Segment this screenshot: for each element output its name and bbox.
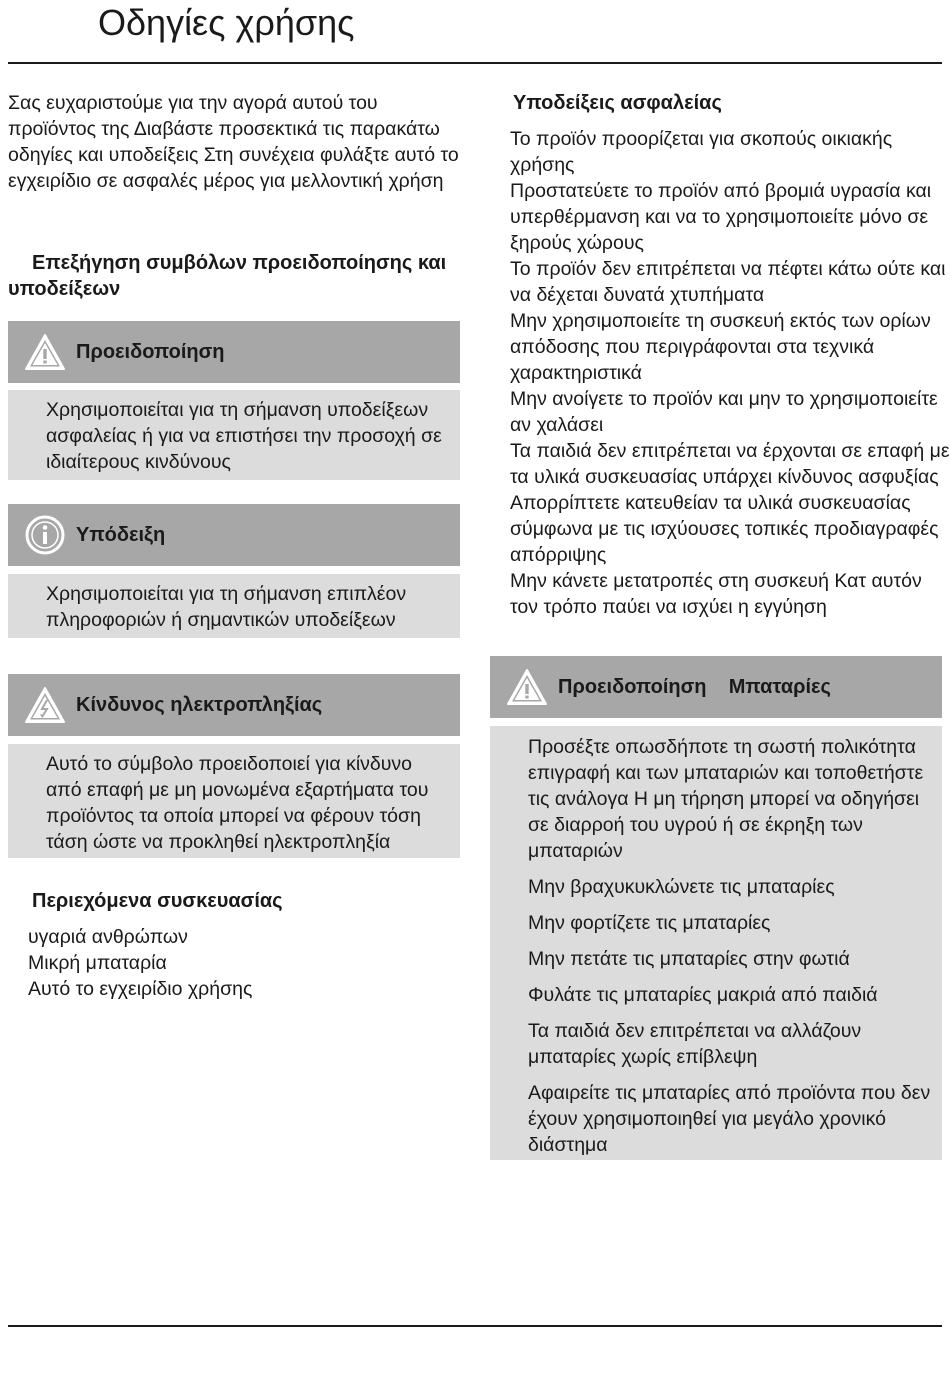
list-item: Προστατεύετε το προϊόν από βρομιά υγρασία και υπερθέρμανση και να το χρησιμοποιείτε μόνο σε ξηρούς χώρους [510,180,932,254]
list-item: Μικρή μπαταρία [28,952,167,974]
note-box-header [8,504,460,566]
warning-triangle-icon [22,329,68,375]
list-item: Αφαιρείτε τις μπαταρίες από προϊόντα που δεν έχουν χρησιμοποιηθεί για μεγάλο χρονικό διάστημα [528,1082,931,1156]
symbols-heading: Επεξήγηση συμβόλων προειδοποίησης και υποδείξεων [8,252,447,300]
list-item: Απορρίπτετε κατευθείαν τα υλικά συσκευασίας σύμφωνα με τις ισχύουσες τοπικές προδιαγραφές απόρριψης [510,492,939,566]
header-rule [8,62,942,64]
list-item: Τα παιδιά δεν επιτρέπεται να έρχονται σε επαφή με τα υλικά συσκευασίας υπάρχει κίνδυνος ασφυξίας [510,440,950,488]
list-item: υγαριά ανθρώπων [28,926,188,948]
warning-label: Προειδοποίηση [76,340,225,363]
safety-list [510,126,950,620]
note-label: Υπόδειξη [76,523,166,546]
list-item: Μην πετάτε τις μπαταρίες στην φωτιά [528,948,850,970]
intro-paragraph: Σας ευχαριστούμε για την αγορά αυτού του προϊόντος της Διαβάστε προσεκτικά τις παρακάτω οδηγίες και υποδείξεις Στη συνέχεια φυλάξτε αυτό το εγχειρίδιο σε ασφαλές μέρος για μελλοντική χρήση [8,92,459,192]
contents-list [28,924,252,1002]
warning-box-body [8,390,460,480]
warning-box-header [8,321,460,383]
shock-text: Αυτό το σύμβολο προειδοποιεί για κίνδυνο από επαφή με μη μονωμένα εξαρτήματα του προϊόντος τα οποία μπορεί να φέρουν τόση τάση ώστε να προκληθεί ηλεκτροπληξία [46,753,429,853]
shock-label: Κίνδυνος ηλεκτροπληξίας [76,693,323,716]
contents-heading: Περιεχόμενα συσκευασίας [32,890,283,912]
list-item: Μην βραχυκυκλώνετε τις μπαταρίες [528,876,835,898]
list-item: Μην κάνετε μετατροπές στη συσκευή Κατ αυτόν τον τρόπο παύει να ισχύει η εγγύηση [510,570,922,618]
battery-box-header [490,656,942,718]
list-item: Αυτό το εγχειρίδιο χρήσης [28,978,253,1000]
list-item: Μην ανοίγετε το προϊόν και μην το χρησιμοποιείτε αν χαλάσει [510,388,938,436]
battery-box-body [490,726,942,1160]
shock-box-header [8,674,460,736]
list-item: Φυλάτε τις μπαταρίες μακριά από παιδιά [528,984,878,1006]
list-item: Το προϊόν προορίζεται για σκοπούς οικιακής χρήσης [510,128,893,176]
battery-list [528,734,932,1158]
page-title: Οδηγίες χρήσης [98,2,355,43]
list-item: Μην φορτίζετε τις μπαταρίες [528,912,771,934]
shock-box-body [8,744,460,858]
list-item: Προσέξτε οπωσδήποτε τη σωστή πολικότητα επιγραφή και των μπαταριών και τοποθετήστε τις ανάλογα Η μη τήρηση μπορεί να οδηγήσει σε διαρροή του υγρού ή σε έκρηξη των μπαταριών [528,736,924,862]
battery-warning-label: Προειδοποίηση Μπαταρίες [558,675,831,698]
warning-triangle-icon [504,664,550,710]
electric-shock-triangle-icon [22,682,68,728]
footer-rule [8,1325,942,1327]
note-box-body [8,574,460,638]
list-item: Το προϊόν δεν επιτρέπεται να πέφτει κάτω ούτε και να δέχεται δυνατά χτυπήματα [510,258,946,306]
note-text: Χρησιμοποιείται για τη σήμανση επιπλέον πληροφοριών ή σημαντικών υποδείξεων [46,583,407,631]
list-item: Τα παιδιά δεν επιτρέπεται να αλλάζουν μπαταρίες χωρίς επίβλεψη [528,1020,862,1068]
safety-heading: Υποδείξεις ασφαλείας [513,92,722,114]
warning-text: Χρησιμοποιείται για τη σήμανση υποδείξεων ασφαλείας ή για να επιστήσει την προσοχή σε ιδιαίτερους κινδύνους [46,399,442,473]
info-circle-icon [22,512,68,558]
list-item: Μην χρησιμοποιείτε τη συσκευή εκτός των ορίων απόδοσης που περιγράφονται στα τεχνικά χαρακτηριστικά [510,310,931,384]
